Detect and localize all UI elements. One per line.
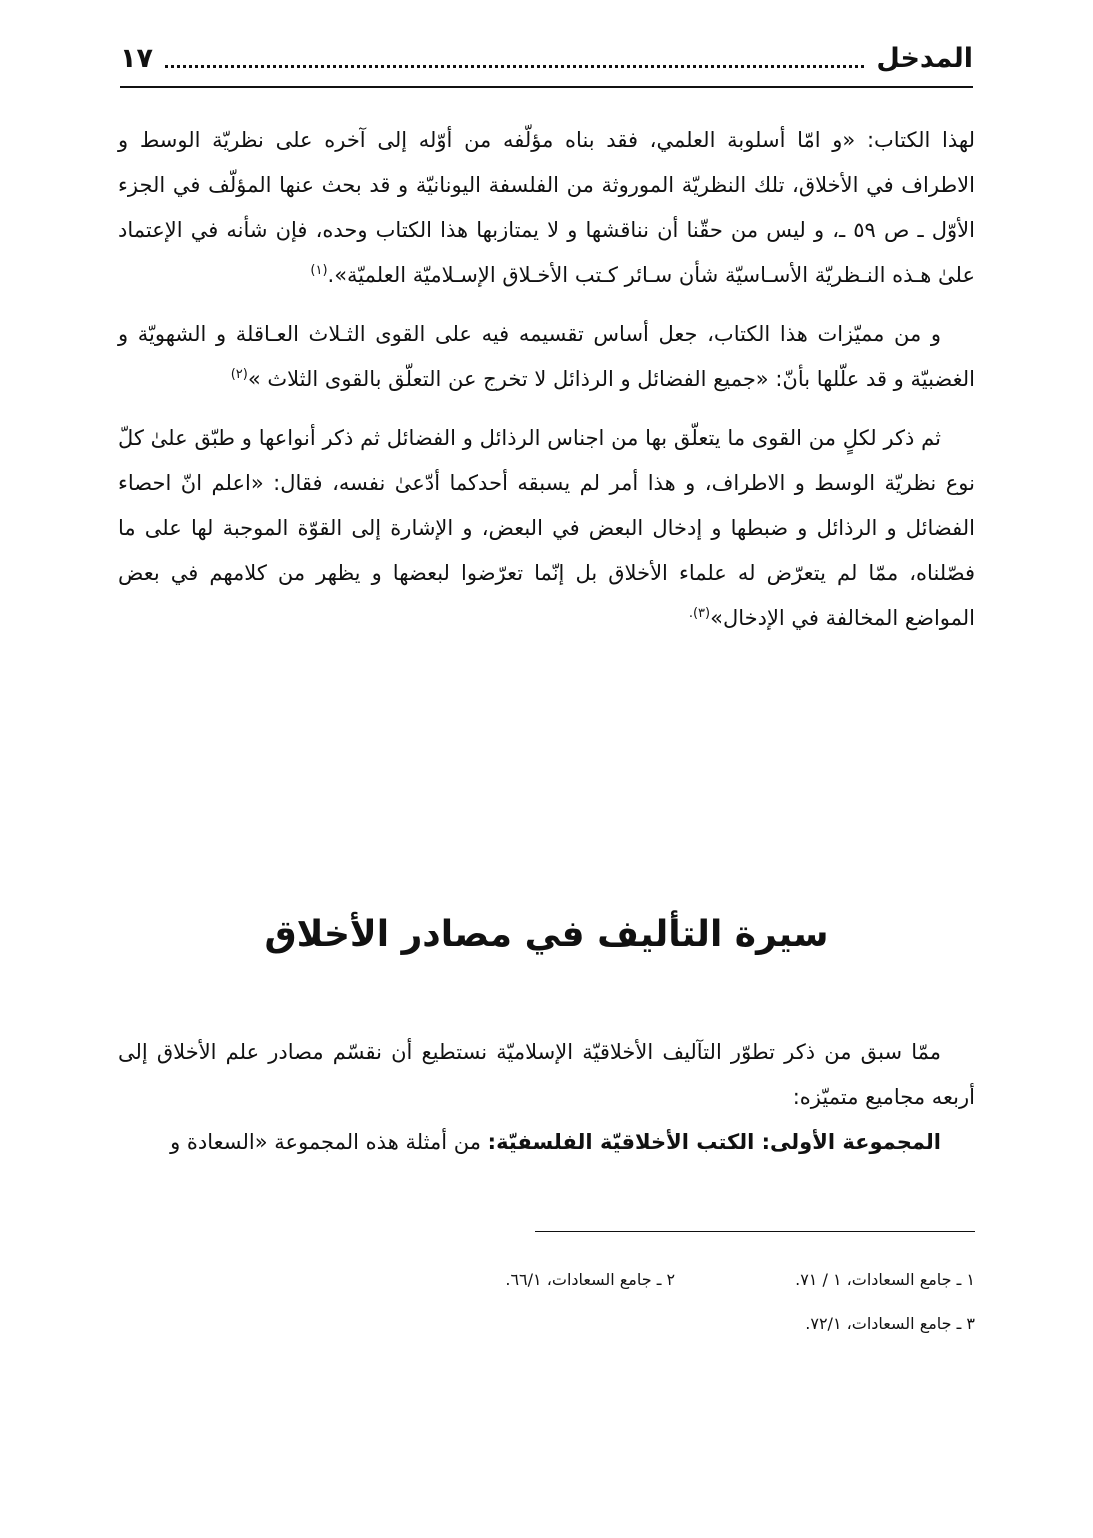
paragraph-1-text: لهذا الكتاب: «و امّا أسلوبة العلمي، فقد بناه مؤلّفه من أوّله إلى آخره على نظريّة الوسط و الاطراف في الأخلاق، تلك النظريّة الموروثة من الفلسفة اليونانيّة و قد بحث عنها المؤلّف في الجزء الأوّل ـ ص ٥٩ ـ، و ليس من حقّنا أن نناقشها و لا يمتازبها هذا الكتاب وحده، فإن شأنه في الإعتماد علىٰ هـذه النـظريّة الأسـاسيّة شأن سـائر كـتب الأخـلاق الإسـلاميّة العلميّة». (118, 128, 975, 287)
footnote-row-2 (118, 1302, 975, 1346)
footnote-1: ١ ـ جامع السعادات، ١ / ٧١. (795, 1270, 975, 1289)
header-section-name: المدخل (876, 42, 973, 74)
footnote-row-1 (118, 1258, 975, 1302)
paragraph-3-text: ثم ذكر لكلٍ من القوى ما يتعلّق بها من اجناس الرذائل و الفضائل ثم ذكر أنواعها و طبّق علىٰ كلّ نوع نظريّة الوسط و الاطراف، و هذا أمر لم يسبقه أحدكما أدّعىٰ نفسه، فقال: «اعلم انّ احصاء الفضائل و الرذائل و ضبطها و إدخال البعض في البعض، و الإشارة إلى القوّة الموجبة لها على ما فصّلناه، ممّا لم يتعرّض له علماء الأخلاق بل إنّما تعرّضوا لبعضها و يظهر من كلامهم في بعض المواضع المخالفة في الإدخال» (118, 426, 975, 630)
footnote-ref-1: (١) (310, 263, 328, 278)
page-number: ١٧ (120, 42, 153, 74)
group-one-paragraph (118, 1120, 975, 1165)
group-one-label: المجموعة الأولى: الكتب الأخلاقيّة الفلسفيّة: (487, 1130, 941, 1154)
header-dot-leader (165, 65, 864, 68)
footnote-3: ٣ ـ جامع السعادات، ٧٢/١. (805, 1314, 975, 1333)
paragraph-2-text: و من مميّزات هذا الكتاب، جعل أساس تقسيمه فيه على القوى الثـلاث العـاقلة و الشهويّة و الغضبيّة و قد علّلها بأنّ: «جميع الفضائل و الرذائل لا تخرج عن التعلّق بالقوى الثلاث » (118, 322, 975, 391)
group-one-text: من أمثلة هذه المجموعة «السعادة و (170, 1130, 481, 1154)
paragraph-1 (118, 118, 975, 298)
running-header (120, 30, 973, 88)
paragraph-3 (118, 416, 975, 641)
body-text-top (118, 118, 975, 655)
footnote-ref-2: (٢) (230, 367, 248, 382)
body-text-bottom (118, 1030, 975, 1165)
paragraph-2 (118, 312, 975, 402)
footnote-2: ٢ ـ جامع السعادات، ٦٦/١. (505, 1270, 676, 1289)
footnotes (118, 1258, 975, 1346)
footnote-separator (535, 1231, 975, 1232)
intro-paragraph: ممّا سبق من ذكر تطوّر التآليف الأخلاقيّة الإسلاميّة نستطيع أن نقسّم مصادر علم الأخلاق إلى أربعه مجاميع متميّزه: (118, 1040, 975, 1109)
footnote-ref-3: (٣). (688, 606, 711, 621)
section-heading: سيرة التأليف في مصادر الأخلاق (264, 914, 829, 955)
